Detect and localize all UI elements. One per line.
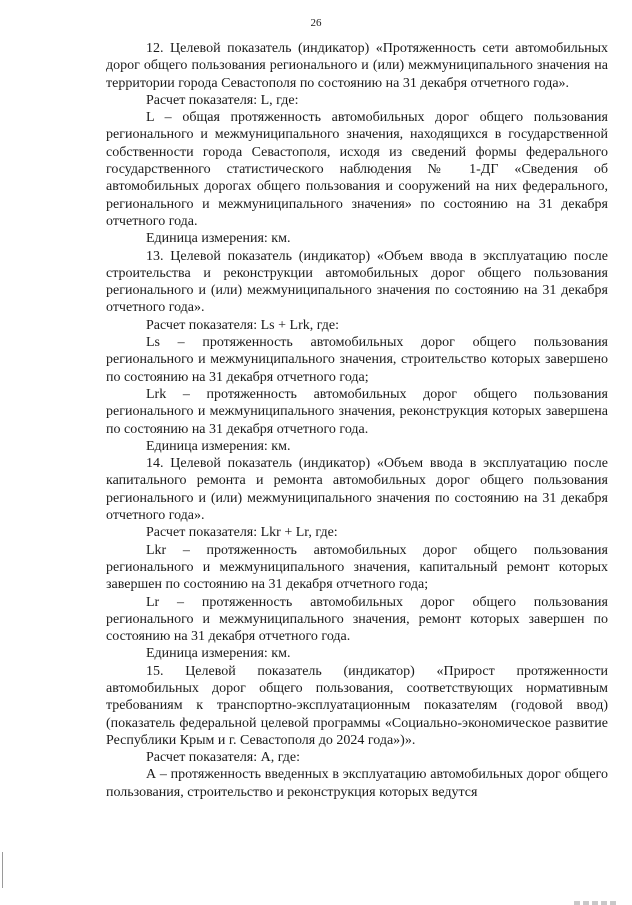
document-body: [106, 40, 608, 801]
paragraph-def-Ls: Ls – протяженность автомобильных дорог общего пользования регионального и межмуниципального значения, строительство которых завершено по состоянию на 31 декабря отчетного года;: [106, 335, 608, 385]
scan-edge-mark: [2, 852, 3, 888]
paragraph-calc-13: Расчет показателя: Ls + Lrk, где:: [146, 317, 340, 333]
paragraph-calc-15: Расчет показателя: А, где:: [146, 750, 301, 766]
paragraph-unit-12: Единица измерения: км.: [146, 231, 291, 247]
paragraph-indicator-14: 14. Целевой показатель (индикатор) «Объем ввода в эксплуатацию после капитального ремонта и ремонта автомобильных дорог общего пользования регионального и (или) межмуниципального значения по состоянию на 31 декабря отчетного года».: [106, 456, 608, 524]
paragraph-calc-12: Расчет показателя: L, где:: [146, 92, 299, 108]
paragraph-unit-13: Единица измерения: км.: [146, 438, 291, 454]
paragraph-def-L: L – общая протяженность автомобильных дорог общего пользования регионального и межмуниципального значения, находящихся в государственной собственности города Севастополя, исходя из сведений формы федерального государственного статистического наблюдения № 1-ДГ «Сведения об автомобильных дорогах общего пользования и сооружений на них федерального, регионального и межмуниципального значения» по состоянию на 31 декабря отчетного года.: [106, 110, 608, 229]
paragraph-indicator-13: 13. Целевой показатель (индикатор) «Объем ввода в эксплуатацию после строительства и реконструкции автомобильных дорог общего пользования регионального и (или) межмуниципального значения по состоянию на 31 декабря отчетного года».: [106, 248, 608, 316]
scan-corner-mark: [574, 901, 618, 905]
paragraph-def-Lrk: Lrk – протяженность автомобильных дорог общего пользования регионального и межмуниципального значения, реконструкция которых завершена по состоянию на 31 декабря отчетного года.: [106, 386, 608, 437]
paragraph-calc-14: Расчет показателя: Lkr + Lr, где:: [146, 525, 338, 541]
paragraph-unit-14: Единица измерения: км.: [146, 646, 291, 662]
paragraph-def-A: А – протяженность введенных в эксплуатацию автомобильных дорог общего пользования, строительство и реконструкция которых ведутся: [106, 767, 608, 800]
page-number: 26: [310, 17, 322, 29]
paragraph-indicator-15: 15. Целевой показатель (индикатор) «Прирост протяженности автомобильных дорог общего пользования, соответствующих нормативным требованиям к транспортно-эксплуатационным показателям (годовой ввод) (показатель федеральной целевой программы «Социально-экономическое развитие Республики Крым и г. Севастополя до 2024 года»)».: [106, 663, 608, 748]
paragraph-indicator-12: 12. Целевой показатель (индикатор) «Протяженность сети автомобильных дорог общего пользования регионального и (или) межмуниципального значения на территории города Севастополя по состоянию на 31 декабря отчетного года».: [106, 41, 608, 91]
paragraph-def-Lr: Lr – протяженность автомобильных дорог общего пользования регионального и межмуниципального значения, ремонт которых завершен по состоянию на 31 декабря отчетного года.: [106, 594, 608, 645]
paragraph-def-Lkr: Lkr – протяженность автомобильных дорог общего пользования регионального и межмуниципального значения, капитальный ремонт которых завершен по состоянию на 31 декабря отчетного года;: [106, 542, 608, 593]
